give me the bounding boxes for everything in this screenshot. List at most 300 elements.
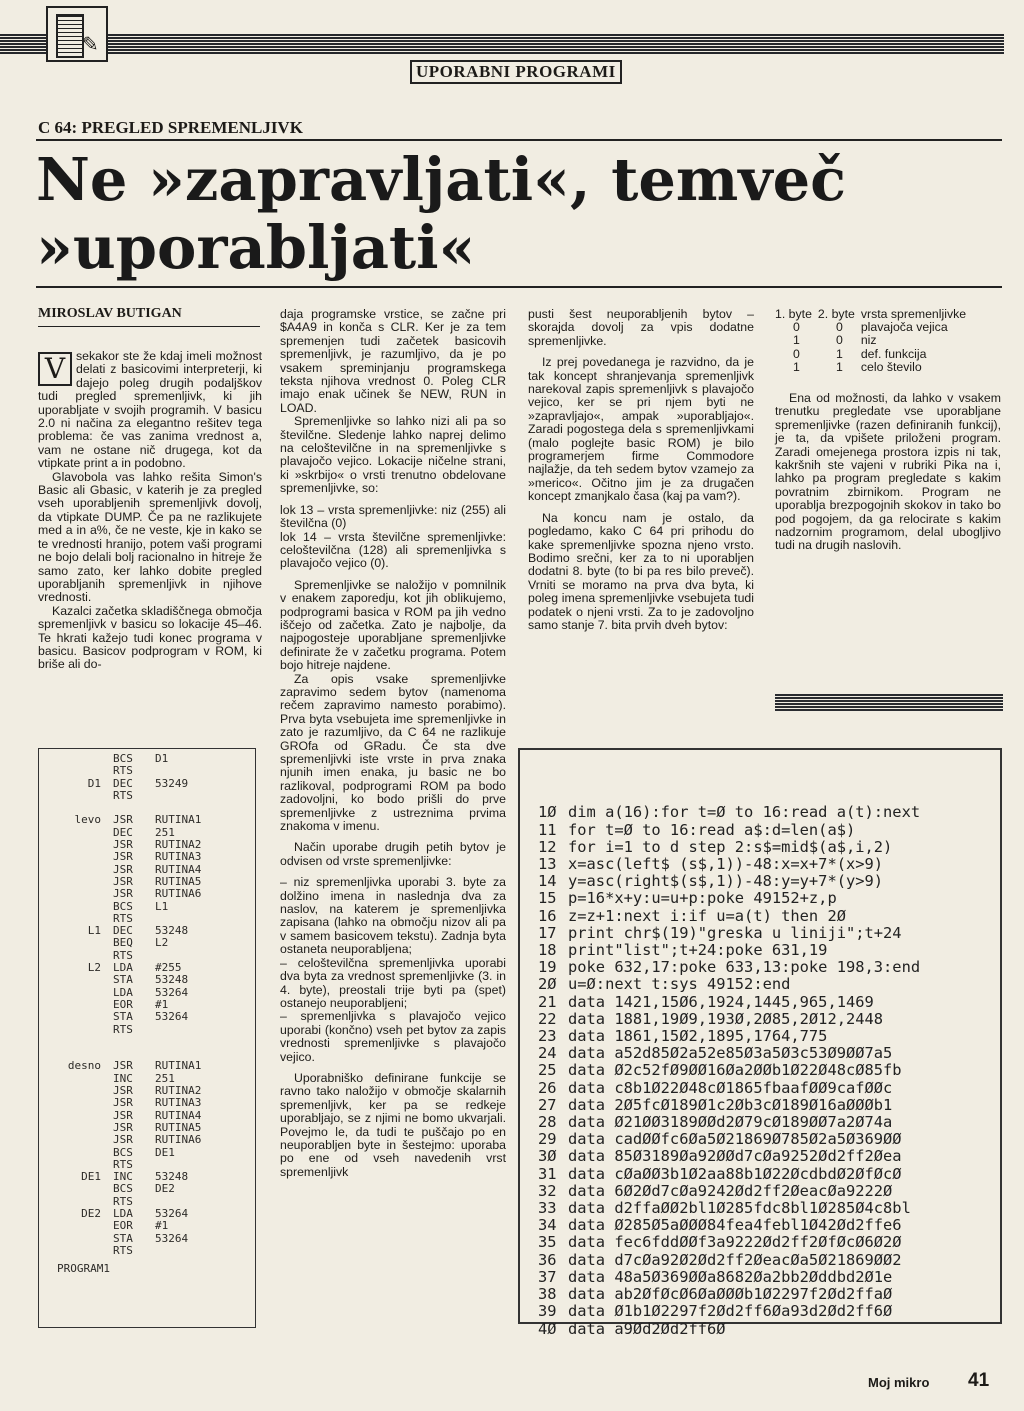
listing-row: [39, 999, 255, 1011]
line-number: 23: [538, 1027, 557, 1046]
asm-label: [39, 937, 113, 949]
asm-label: L2: [87, 961, 101, 975]
code-line: [538, 1114, 1000, 1131]
line-code: data Ø1b1Ø2297f2Ød2ff6Øa93d2Ød2ff6Ø: [568, 1302, 893, 1321]
line-number: 34: [538, 1216, 557, 1235]
asm-opcode: JSR: [113, 813, 133, 827]
listing-row: [39, 962, 255, 974]
line-code: for i=1 to d step 2:s$=mid$(a$,i,2): [568, 837, 893, 856]
author-byline: MIROSLAV BUTIGAN: [38, 306, 182, 321]
line-number: 19: [538, 958, 557, 977]
asm-opcode: BEQ: [113, 936, 133, 950]
code-line: [538, 1148, 1000, 1165]
asm-operand: [155, 1245, 245, 1257]
code-line: [538, 1234, 1000, 1251]
listing-row: [39, 851, 255, 863]
asm-operand: RUTINA3: [155, 1096, 202, 1110]
asm-opcode: BCS: [113, 752, 133, 765]
paragraph: – celoštevilčna spremenljivka uporabi dva byta za vrednost spremenljivke (3. in 4. byte), preostali trije byti pa (spet) ostanejo neuporabljeni;: [280, 955, 506, 1010]
line-code: data c8b1Ø22Ø48cØ1865fbaafØØ9cafØØc: [568, 1078, 893, 1097]
table-cell: 1: [835, 346, 843, 361]
basic-listing: [518, 748, 1002, 1338]
line-code: x=asc(left$ (s$,1))-48:x=x+7*(x>9): [568, 855, 884, 874]
line-code: data fec6fddØØf3a9222Ød2ff2ØfØcØ6Ø2Ø: [568, 1233, 902, 1252]
line-code: data a52d85Ø2a52e85Ø3a5Ø3c53Ø9ØØ7a5: [568, 1044, 893, 1063]
drop-cap: V: [38, 352, 72, 386]
line-code: print"list";t+24:poke 631,19: [568, 941, 828, 960]
code-line: [538, 976, 1000, 993]
assembly-rows: [39, 749, 255, 1257]
asm-label: [39, 1147, 113, 1159]
asm-label: [39, 1097, 113, 1109]
line-number: 38: [538, 1285, 557, 1304]
line-number: 39: [538, 1302, 557, 1321]
code-line: [538, 1011, 1000, 1028]
asm-operand: 53264: [155, 985, 189, 999]
asm-opcode: BCS: [113, 1145, 133, 1159]
asm-opcode: STA: [113, 1231, 133, 1245]
asm-operand: RUTINA5: [155, 1120, 202, 1134]
asm-opcode: JSR: [113, 874, 133, 888]
code-line: [538, 1286, 1000, 1303]
asm-label: [39, 1085, 113, 1097]
listing-row: [39, 913, 255, 925]
asm-operand: DE1: [155, 1145, 175, 1159]
paragraph: Na koncu nam je ostalo, da pogledamo, kako C 64 pri prihodu do kake spremenljivke spozna njeno vrsto. Bodimo srečni, ker za to ni uporabljen dodatni 8. byte (to bi pa res bilo preveč). Vrniti se moramo na prva dva byta, ki poleg imena spremenljivke vsebujeta tudi podatek o njeni vrsti. Za to je zadovoljno samo stanje 7. bita prvih dveh bytov:: [528, 510, 754, 632]
asm-label: [39, 1073, 113, 1085]
basic-rows: [538, 804, 1000, 1337]
title-line-2: »uporabljati«: [36, 213, 476, 282]
line-code: data Ø285Ø5aØØØ84fea4febl1Ø42Ød2ffe6: [568, 1216, 902, 1235]
paragraph: Iz prej povedanega je razvidno, da je tak koncept shranjevanja spremenljivk narekoval zapis spremenljivk s plavajočo vejico, ker se pri njem byti ne »zapravljajo«, ampak »uporabljajo«. Zaradi pogostega dela s spremenljivkami (malo poglejte basic ROM) je bilo programerjem firme Commodore najlažje, da teh sedem bytov vzamejo za »merico«. Očitno jim je za drugačen koncept zmanjkalo časa (kaj pa vam?).: [528, 355, 754, 504]
asm-label: [39, 987, 113, 999]
header-stripe-bar: [0, 34, 1004, 54]
table-cell: 1: [793, 333, 800, 348]
asm-label: [39, 1024, 113, 1036]
listing-row: [39, 876, 255, 888]
asm-operand: [155, 1024, 245, 1036]
code-line: [538, 1097, 1000, 1114]
asm-opcode: LDA: [113, 985, 133, 999]
listing-row: [39, 1073, 255, 1085]
asm-operand: 53248: [155, 1170, 189, 1184]
line-number: 22: [538, 1009, 557, 1028]
asm-label: [39, 1134, 113, 1146]
section-logo: [46, 6, 108, 62]
table-cell: def. funkcija: [860, 346, 927, 361]
page-number: 41: [968, 1370, 990, 1391]
asm-label: [39, 1159, 113, 1171]
line-number: 2Ø: [538, 975, 557, 994]
line-code: data ab2ØfØcØ6ØaØØØb1Ø2297f2Ød2ffaØ: [568, 1285, 893, 1304]
asm-opcode: EOR: [113, 997, 133, 1011]
asm-label: [39, 888, 113, 900]
asm-label: [39, 753, 113, 765]
asm-opcode: [113, 1036, 155, 1048]
line-code: data Ø2c52fØ9ØØ16Øa2ØØb1Ø22Ø48cØ85fb: [568, 1061, 902, 1080]
author-rule: [38, 326, 260, 327]
line-number: 24: [538, 1044, 557, 1063]
line-code: data cØaØØ3b1Ø2aa88b1Ø22ØcdbdØ2ØfØcØ: [568, 1164, 902, 1183]
asm-label: [39, 864, 113, 876]
asm-label: [39, 1245, 113, 1257]
code-line: [538, 942, 1000, 959]
paragraph: – spremenljivka s plavajočo vejico uporabi (končno) vseh pet bytov za zapis vrednosti spremenljivke s plavajočo vejico.: [280, 1009, 506, 1064]
line-code: data 1881,19Ø9,193Ø,2Ø85,2Ø12,2448: [568, 1009, 884, 1028]
code-line: [538, 1252, 1000, 1269]
code-line: [538, 1321, 1000, 1338]
table-header: 2. byte: [817, 307, 855, 321]
asm-opcode: JSR: [113, 862, 133, 876]
listing-row: [39, 1196, 255, 1208]
paragraph: lok 13 – vrsta spremenljivke: niz (255) ali številčna (0): [280, 502, 506, 531]
code-line: [538, 994, 1000, 1011]
article-title: [36, 146, 936, 282]
asm-label: [39, 1011, 113, 1023]
asm-label: [39, 1110, 113, 1122]
listing-row: [39, 1171, 255, 1183]
line-number: 1Ø: [538, 803, 557, 822]
listing-row: [39, 839, 255, 851]
asm-opcode: JSR: [113, 850, 133, 864]
asm-operand: #1: [155, 1219, 169, 1233]
code-line: [538, 959, 1000, 976]
code-line: [538, 1166, 1000, 1183]
line-number: 37: [538, 1267, 557, 1286]
line-number: 13: [538, 855, 557, 874]
paragraph: Za opis vsake spremenljivke zapravimo sedem bytov (namenoma rečem zapravimo namesto porabimo). Prva byta vsebujeta ime spremenljivke in zato je razumljivo, da C 64 ne razlikuje GROfa od GRadu. Če sta dve spremenljivki iste vrste in prva znaka njunih imen enaka, ju basic ne bo razlikoval, podprogrami ROM pa bodo zadovoljni, ko bodo prišli do prve spremenljivke z ustreznima prvima znakoma v imenu.: [280, 671, 506, 834]
asm-label: [39, 1036, 113, 1048]
line-code: y=asc(right$(s$,1))-48:y=y+7*(y>9): [568, 872, 884, 891]
line-number: 3Ø: [538, 1147, 557, 1166]
asm-label: [39, 1122, 113, 1134]
asm-operand: 53264: [155, 1206, 189, 1220]
code-line: [538, 1062, 1000, 1079]
text-column-3: [528, 308, 754, 632]
asm-operand: RUTINA4: [155, 862, 202, 876]
listing-row: [39, 1147, 255, 1159]
asm-operand: RUTINA2: [155, 1084, 202, 1098]
listing-row: [39, 1233, 255, 1245]
code-line: [538, 804, 1000, 821]
table-header: 1. byte: [775, 307, 812, 321]
code-line: [538, 1269, 1000, 1286]
line-code: data 2Ø5fcØ189Ø1c2Øb3cØ189Ø16aØØØb1: [568, 1095, 893, 1114]
listing-row: [39, 778, 255, 790]
asm-operand: RUTINA6: [155, 887, 202, 901]
asm-operand: RUTINA3: [155, 850, 202, 864]
title-rule: [36, 286, 1002, 288]
asm-label: [39, 999, 113, 1011]
listing-caption: PROGRAM1: [57, 1262, 110, 1276]
listing-row: [39, 1060, 255, 1072]
asm-label: [39, 950, 113, 962]
asm-opcode: EOR: [113, 1219, 133, 1233]
paragraph: Spremenljivke se naložijo v pomnilnik v enakem zaporedju, kot jih oblikujemo, podprogrami basica v ROM pa jih vedno iščejo od začetka. Zato je najbolje, da najpogosteje uporabljane spremenljivke definirate že v začetku programa. Potem bojo hitreje najdene.: [280, 577, 506, 673]
asm-label: [39, 1196, 113, 1208]
asm-opcode: JSR: [113, 1084, 133, 1098]
code-line: [538, 1303, 1000, 1320]
asm-operand: RUTINA4: [155, 1108, 202, 1122]
code-line: [538, 873, 1000, 890]
line-number: 18: [538, 941, 557, 960]
listing-row: [39, 950, 255, 962]
paragraph: sekakor ste že kdaj imeli možnost delati z basicovimi interpreterji, ki dajejo poleg drugih podaljškov tudi pregled spremenljivk, ki jih uporabljate v svojih programih. V basicu 2.0 ni načina za elegantno rešitev tega problema: če vas zanima vrednost a, vam ne ostane nič drugega, kot da vtipkate print a in podobno.: [38, 349, 262, 471]
paragraph: Način uporabe drugih petih bytov je odvisen od vrste spremenljivke:: [280, 840, 506, 868]
asm-opcode: RTS: [113, 764, 133, 778]
asm-label: [39, 876, 113, 888]
listing-row: [39, 802, 255, 814]
line-number: 16: [538, 906, 557, 925]
listing-row: [39, 974, 255, 986]
line-code: data d7cØa92Ø2Ød2ff2ØeacØa5Ø21869ØØ2: [568, 1250, 902, 1269]
asm-operand: 53248: [155, 973, 189, 987]
line-code: data 1421,15Ø6,1924,1445,965,1469: [568, 992, 874, 1011]
code-line: [538, 1183, 1000, 1200]
paragraph: Uporabniško definirane funkcije se ravno tako naložijo v območje skalarnih spremenljivk, ker pa se redkeje uporabljajo, se z njimi ne bomo ukvarjali. Povejmo le, da tudi te puščajo po en neuporabljen byte in šestejmo: uporaba po ene od vseh navedenih vrst spremenljivk: [280, 1070, 506, 1179]
line-number: 33: [538, 1199, 557, 1218]
section-label: UPORABNI PROGRAMI: [410, 60, 622, 84]
asm-operand: 53264: [155, 1010, 189, 1024]
asm-label: levo: [74, 813, 101, 827]
listing-row: [39, 753, 255, 765]
asm-label: [39, 765, 113, 777]
asm-opcode: DEC: [113, 825, 133, 839]
asm-operand: L1: [155, 899, 169, 913]
asm-label: [39, 790, 113, 802]
code-line: [538, 1217, 1000, 1234]
line-code: data 85Ø3189Øa92ØØd7cØa9252Ød2ff2Øea: [568, 1147, 902, 1166]
magazine-name: Moj mikro: [868, 1375, 930, 1390]
listing-row: [39, 888, 255, 900]
line-code: for t=Ø to 16:read a$:d=len(a$): [568, 820, 856, 839]
asm-opcode: INC: [113, 1170, 133, 1184]
line-code: poke 632,17:poke 633,13:poke 198,3:end: [568, 958, 921, 977]
listing-row: [39, 901, 255, 913]
asm-opcode: JSR: [113, 1120, 133, 1134]
listing-row: [39, 1110, 255, 1122]
line-number: 21: [538, 992, 557, 1011]
code-line: [538, 1080, 1000, 1097]
asm-label: [39, 839, 113, 851]
pen-icon: ✎: [82, 32, 99, 56]
line-code: z=z+1:next i:if u=a(t) then 2Ø: [568, 906, 846, 925]
table-cell: 1: [793, 359, 800, 374]
paragraph: Spremenljivke so lahko nizi ali pa so številčne. Sledenje lahko naprej delimo na celoštevilčne in na spremenljivke s plavajočo vejico. Lokacije ničelne strani, ki »skrbijo« o vrsti trenutno obdelovane spremenljivke, so:: [280, 414, 506, 496]
code-line: [538, 908, 1000, 925]
asm-opcode: RTS: [113, 788, 133, 802]
listing-row: [39, 1097, 255, 1109]
listing-row: [39, 987, 255, 999]
asm-operand: 251: [155, 825, 175, 839]
code-line: [538, 1200, 1000, 1217]
asm-opcode: LDA: [113, 961, 133, 975]
asm-label: DE2: [81, 1206, 101, 1220]
asm-label: [39, 1220, 113, 1232]
paragraph: Ena od možnosti, da lahko v vsakem trenutku pregledate vse uporabljane spremenljivke (razen definiranih funkcij), je ta, da vpišete priloženi program. Zaradi omejenega prostora izpis ni tak, kakršnih ste vajeni v rubriki Pika na i, lahko pa program pregledate s kakim povratnim zbirnikom. Program ne uporablja brezpogojnih skokov in tako bo pod pogojem, da ga relocirate s kakim nadzornim programom, delal ubogljivo tudi na drugih naslovih.: [775, 391, 1001, 553]
code-line: [538, 890, 1000, 907]
line-code: dim a(16):for t=Ø to 16:read a(t):next: [568, 803, 921, 822]
line-code: data d2ffaØØ2bl1Ø285fdc8bl1Ø285Ø4c8bl: [568, 1199, 911, 1218]
code-line: [538, 839, 1000, 856]
asm-opcode: JSR: [113, 1133, 133, 1147]
code-line: [538, 925, 1000, 942]
code-line: [538, 822, 1000, 839]
listing-row: [39, 1036, 255, 1048]
article-kicker: C 64: PREGLED SPREMENLJIVK: [38, 118, 303, 137]
assembly-listing: [38, 748, 256, 1328]
asm-operand: RUTINA1: [155, 813, 202, 827]
line-code: u=Ø:next t:sys 49152:end: [568, 975, 791, 994]
asm-opcode: INC: [113, 1071, 133, 1085]
asm-label: [39, 1183, 113, 1195]
table-row: [775, 361, 972, 374]
asm-operand: [155, 1036, 245, 1048]
line-number: 14: [538, 872, 557, 891]
table-cell: celo število: [860, 359, 922, 374]
asm-operand: DE2: [155, 1182, 175, 1196]
asm-opcode: JSR: [113, 1059, 133, 1073]
line-code: data 6Ø2Ød7cØa9242Ød2ff2ØeacØa9222Ø: [568, 1181, 893, 1200]
byte-type-table: [775, 308, 972, 374]
code-line: [538, 1131, 1000, 1148]
line-code: data 1861,15Ø2,1895,1764,775: [568, 1027, 828, 1046]
paragraph: Glavobola vas lahko rešita Simon's Basic ali Gbasic, v katerih je za pregled vseh uporabljenih spremenljivk dovolj, da vtipkate DUMP. Če pa ne razlikujete med a in a%, če ne veste, kje in kako se te vrednosti hranijo, potem vaši programi ne bojo delali bolj racionalno in hitreje že samo zato, ker lahko dobite pregled uporabljanih spremenljivk in njihove vrednosti.: [38, 469, 262, 605]
text-column-4: [775, 392, 1001, 553]
asm-opcode: RTS: [113, 1022, 133, 1036]
asm-opcode: STA: [113, 1010, 133, 1024]
asm-opcode: DEC: [113, 924, 133, 938]
paragraph: – niz spremenljivka uporabi 3. byte za dolžino imena in naslednja dva za naslov, na katerem je spremenljivka zapisana (lahko na območju nizov ali pa v samem basicovem tekstu). Zadnja byta ostaneta neuporabljena;: [280, 875, 506, 957]
line-number: 32: [538, 1181, 557, 1200]
asm-label: [39, 901, 113, 913]
line-number: 11: [538, 820, 557, 839]
asm-operand: 53249: [155, 776, 189, 790]
line-number: 27: [538, 1095, 557, 1114]
asm-operand: #1: [155, 997, 169, 1011]
asm-opcode: RTS: [113, 1157, 133, 1171]
line-number: 31: [538, 1164, 557, 1183]
listing-row: [39, 790, 255, 802]
listing-row: [39, 1122, 255, 1134]
listing-row: [39, 814, 255, 826]
listing-row: [39, 1024, 255, 1036]
table-cell: 0: [793, 346, 800, 361]
table-header: vrsta spremenljivke: [860, 307, 967, 321]
asm-operand: RUTINA2: [155, 838, 202, 852]
listing-row: [39, 1208, 255, 1220]
asm-operand: 53264: [155, 1231, 189, 1245]
code-line: [538, 856, 1000, 873]
table-cell: plavajoča vejica: [860, 320, 948, 335]
asm-opcode: JSR: [113, 1096, 133, 1110]
paragraph: lok 14 – vrsta številčne spremenljivke: celoštevilčna (128) ali spremenljivka s plavajočo vejico (0).: [280, 529, 506, 571]
line-number: 12: [538, 837, 557, 856]
line-number: 28: [538, 1113, 557, 1132]
title-line-1: Ne »zapravljati«, temveč: [36, 145, 847, 214]
line-number: 36: [538, 1250, 557, 1269]
asm-operand: RUTINA1: [155, 1059, 202, 1073]
asm-operand: D1: [155, 752, 169, 765]
asm-opcode: RTS: [113, 911, 133, 925]
asm-label: desno: [67, 1059, 101, 1073]
asm-operand: 53248: [155, 924, 189, 938]
table-cell: 1: [835, 359, 843, 374]
listing-row: [39, 864, 255, 876]
line-number: 17: [538, 923, 557, 942]
table-row: [775, 334, 972, 347]
line-code: data 48a5Ø369ØØa8682Øa2bb2Øddbd2Ø1e: [568, 1267, 893, 1286]
asm-opcode: RTS: [113, 1243, 133, 1257]
text-column-2: [280, 308, 506, 1179]
asm-opcode: LDA: [113, 1206, 133, 1220]
asm-operand: [155, 790, 245, 802]
table-cell: niz: [860, 333, 877, 348]
asm-opcode: STA: [113, 973, 133, 987]
paragraph: pusti šest neuporabljenih bytov – skorajda dovolj za vpis dodatne spremenljivke.: [528, 307, 754, 348]
asm-label: [39, 974, 113, 986]
line-code: data a9Ød2Ød2ff6Ø: [568, 1319, 726, 1338]
listing-row: [39, 1085, 255, 1097]
line-number: 25: [538, 1061, 557, 1080]
asm-label: [39, 913, 113, 925]
line-code: p=16*x+y:u=u+p:poke 49152+z,p: [568, 889, 837, 908]
asm-opcode: JSR: [113, 887, 133, 901]
code-line: [538, 1045, 1000, 1062]
asm-operand: [155, 765, 245, 777]
asm-label: D1: [87, 776, 101, 790]
code-line: [538, 1028, 1000, 1045]
table-cell: 0: [835, 320, 843, 335]
listing-row: [39, 827, 255, 839]
line-code: print chr$(19)"greska u liniji";t+24: [568, 923, 902, 942]
asm-operand: RUTINA6: [155, 1133, 202, 1147]
listing-row: [39, 1245, 255, 1257]
asm-label: [39, 851, 113, 863]
table-cell: 0: [793, 320, 800, 335]
asm-label: [39, 1233, 113, 1245]
asm-opcode: DEC: [113, 776, 133, 790]
asm-opcode: BCS: [113, 1182, 133, 1196]
decorative-stripes: [775, 694, 1003, 712]
asm-label: [39, 827, 113, 839]
listing-icon: [56, 14, 84, 58]
listing-row: [39, 925, 255, 937]
table-row: [775, 348, 972, 361]
paragraph: Kazalci začetka skladiščnega območja spremenljivk v basicu so lokacije 45–46. Te hkrati kažejo tudi konec programa v basicu. Basicov podprogram v ROM, ki briše ali do-: [38, 603, 262, 672]
asm-opcode: JSR: [113, 1108, 133, 1122]
line-number: 29: [538, 1130, 557, 1149]
line-number: 35: [538, 1233, 557, 1252]
asm-operand: 251: [155, 1071, 175, 1085]
listing-row: [39, 1159, 255, 1171]
listing-row: [39, 937, 255, 949]
kicker-rule: [36, 139, 1002, 141]
listing-row: [39, 1134, 255, 1146]
asm-opcode: RTS: [113, 1194, 133, 1208]
line-number: 26: [538, 1078, 557, 1097]
paragraph: daja programske vrstice, se začne pri $A4A9 in konča s CLR. Ker je za tem spremenjen tudi začetek basicovih spremenljivk, je razumljivo, da je po vsakem spreminjanju programskega teksta njihova vrednost 0. Poleg CLR imajo enak učinek še NEW, RUN in LOAD.: [280, 307, 506, 415]
asm-label: DE1: [81, 1170, 101, 1184]
asm-opcode: RTS: [113, 948, 133, 962]
asm-opcode: JSR: [113, 838, 133, 852]
asm-operand: L2: [155, 936, 169, 950]
asm-operand: RUTINA5: [155, 874, 202, 888]
asm-operand: #255: [155, 961, 182, 975]
asm-label: L1: [87, 924, 101, 938]
table-cell: 0: [835, 333, 843, 348]
line-number: 4Ø: [538, 1319, 557, 1338]
